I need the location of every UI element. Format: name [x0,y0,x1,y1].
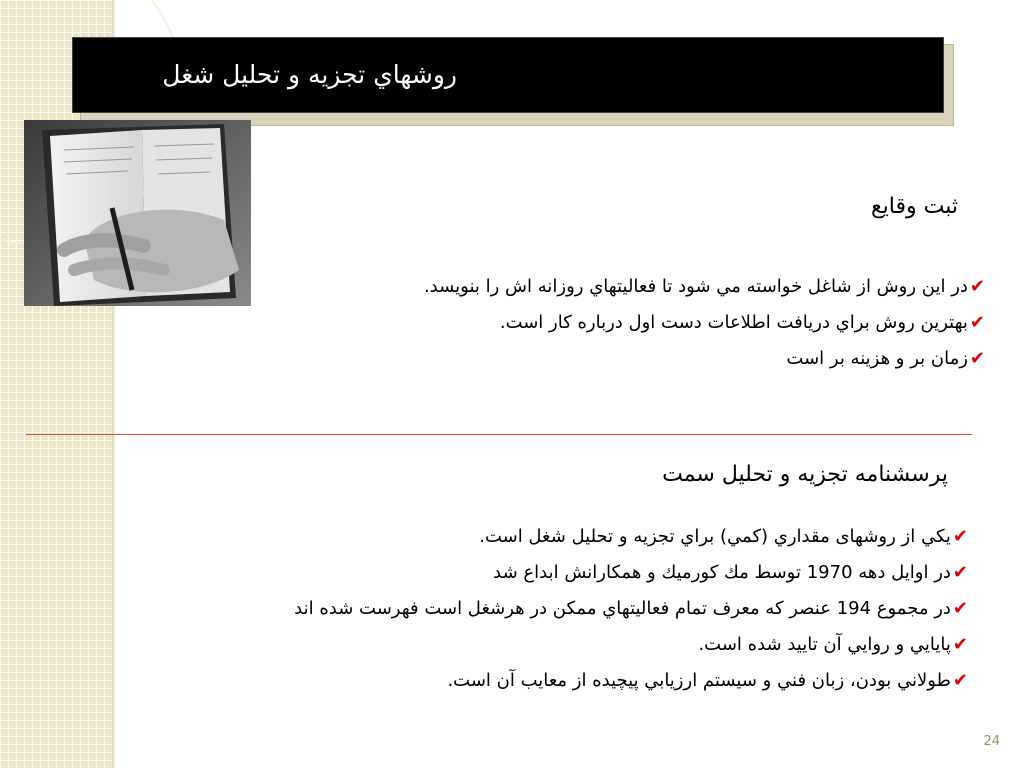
list-item [294,590,968,626]
list-item [294,554,968,590]
bullet-text: زمان بر و هزينه بر است [786,347,968,369]
checkmark-icon: ✔ [952,561,968,583]
bullet-text: طولاني بودن، زبان فني و سيستم ارزيابي پيچيده از معايب آن است. [447,669,951,691]
bullet-text: پايايي و روايي آن تاييد شده است. [698,633,951,655]
slide-number: 24 [983,734,1000,749]
hand-writing-notebook-photo [24,120,251,306]
checkmark-icon: ✔ [969,275,985,297]
title-bar [72,37,944,113]
checkmark-icon: ✔ [969,311,985,333]
bullet-text: در اين روش از شاغل خواسته مي شود تا فعاليتهاي روزانه اش را بنويسد. [423,275,968,297]
list-item [294,518,968,554]
checkmark-icon: ✔ [952,525,968,547]
bullet-list-questionnaire [294,518,968,698]
list-item [294,662,968,698]
list-item [424,340,985,376]
checkmark-icon: ✔ [952,597,968,619]
checkmark-icon: ✔ [969,347,985,369]
checkmark-icon: ✔ [952,633,968,655]
checkmark-icon: ✔ [952,669,968,691]
bullet-text: در اوايل دهه 1970 توسط مك كورميك و همكارانش ابداع شد [493,561,951,583]
list-item [424,304,985,340]
list-item [424,268,985,304]
slide-title: روشهاي تجزيه و تحليل شغل [162,60,457,89]
section-heading-event-recording: ثبت وقايع [870,194,958,219]
section-divider [26,434,972,435]
bullet-text: يكي از روشهای مقداري (كمي) براي تجزيه و تحليل شغل است. [479,525,951,547]
section-heading-position-analysis-questionnaire: پرسشنامه تجزيه و تحليل سمت [662,462,948,487]
bullet-text: در مجموع 194 عنصر كه معرف تمام فعاليتهاي ممكن در هرشغل است فهرست شده اند [294,597,951,619]
list-item [294,626,968,662]
bullet-list-event-recording [424,268,985,376]
bullet-text: بهترين روش براي دريافت اطلاعات دست اول درباره كار است. [499,311,968,333]
